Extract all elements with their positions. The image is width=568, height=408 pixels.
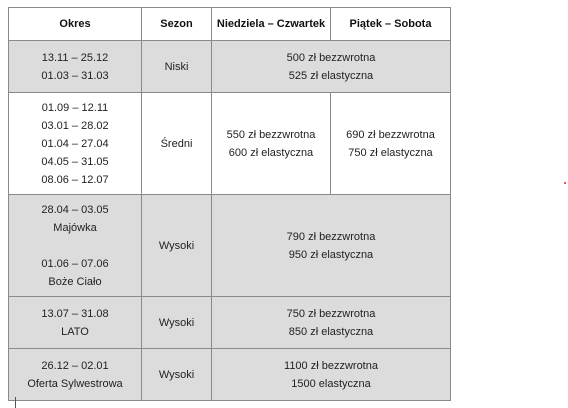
- price-line: 1100 zł bezzwrotna: [284, 359, 378, 372]
- season-cell: Średni: [142, 93, 212, 195]
- text-cursor: [15, 397, 16, 408]
- period-line: Oferta Sylwestrowa: [27, 377, 123, 390]
- period-line: 01.04 – 27.04: [41, 137, 109, 150]
- price-cell-all-days: [212, 297, 451, 349]
- season-cell: Niski: [142, 41, 212, 93]
- period-line: LATO: [61, 325, 89, 338]
- period-spacer: [13, 237, 137, 255]
- period-line: 13.11 – 25.12: [41, 51, 109, 64]
- price-line: 525 zł elastyczna: [288, 69, 374, 82]
- season-cell: Wysoki: [142, 349, 212, 401]
- table-row: [9, 297, 451, 349]
- header-sun-thu: Niedziela – Czwartek: [212, 8, 331, 41]
- period-line: Majówka: [53, 221, 97, 234]
- price-line: 550 zł bezzwrotna: [226, 128, 316, 141]
- season-cell: Wysoki: [142, 297, 212, 349]
- period-line: 01.06 – 07.06: [41, 257, 109, 270]
- period-line: 01.09 – 12.11: [41, 101, 109, 114]
- price-line: 790 zł bezzwrotna: [286, 230, 376, 243]
- period-line: 08.06 – 12.07: [41, 173, 109, 186]
- header-period: Okres: [9, 8, 142, 41]
- table-row: [9, 195, 451, 297]
- table-row: [9, 93, 451, 195]
- price-cell-all-days: [212, 349, 451, 401]
- price-line: 500 zł bezzwrotna: [286, 51, 376, 64]
- period-cell: [9, 349, 142, 401]
- header-season: Sezon: [142, 8, 212, 41]
- period-line: 28.04 – 03.05: [41, 203, 109, 216]
- period-line: 03.01 – 28.02: [41, 119, 109, 132]
- header-fri-sat: Piątek – Sobota: [331, 8, 451, 41]
- price-line: 750 zł bezzwrotna: [286, 307, 376, 320]
- price-cell-all-days: [212, 41, 451, 93]
- season-cell: Wysoki: [142, 195, 212, 297]
- table-row: [9, 41, 451, 93]
- period-line: 04.05 – 31.05: [41, 155, 109, 168]
- price-line: 600 zł elastyczna: [228, 146, 314, 159]
- price-line: 750 zł elastyczna: [348, 146, 433, 159]
- price-line: 1500 elastyczna: [291, 377, 371, 390]
- period-cell: [9, 297, 142, 349]
- price-cell-sun-thu: [212, 93, 331, 195]
- period-line: 13.07 – 31.08: [41, 307, 109, 320]
- price-line: 950 zł elastyczna: [288, 248, 374, 261]
- price-cell-fri-sat: [331, 93, 451, 195]
- period-cell: [9, 195, 142, 297]
- red-dot-mark: [564, 182, 566, 184]
- period-cell: [9, 41, 142, 93]
- price-line: 690 zł bezzwrotna: [346, 128, 435, 141]
- period-line: Boże Ciało: [48, 275, 102, 288]
- period-line: 01.03 – 31.03: [41, 69, 109, 82]
- period-line: 26.12 – 02.01: [41, 359, 109, 372]
- table-row: [9, 349, 451, 401]
- pricing-table: [8, 7, 451, 401]
- price-line: 850 zł elastyczna: [288, 325, 374, 338]
- period-cell: [9, 93, 142, 195]
- table-header-row: [9, 8, 451, 41]
- price-cell-all-days: [212, 195, 451, 297]
